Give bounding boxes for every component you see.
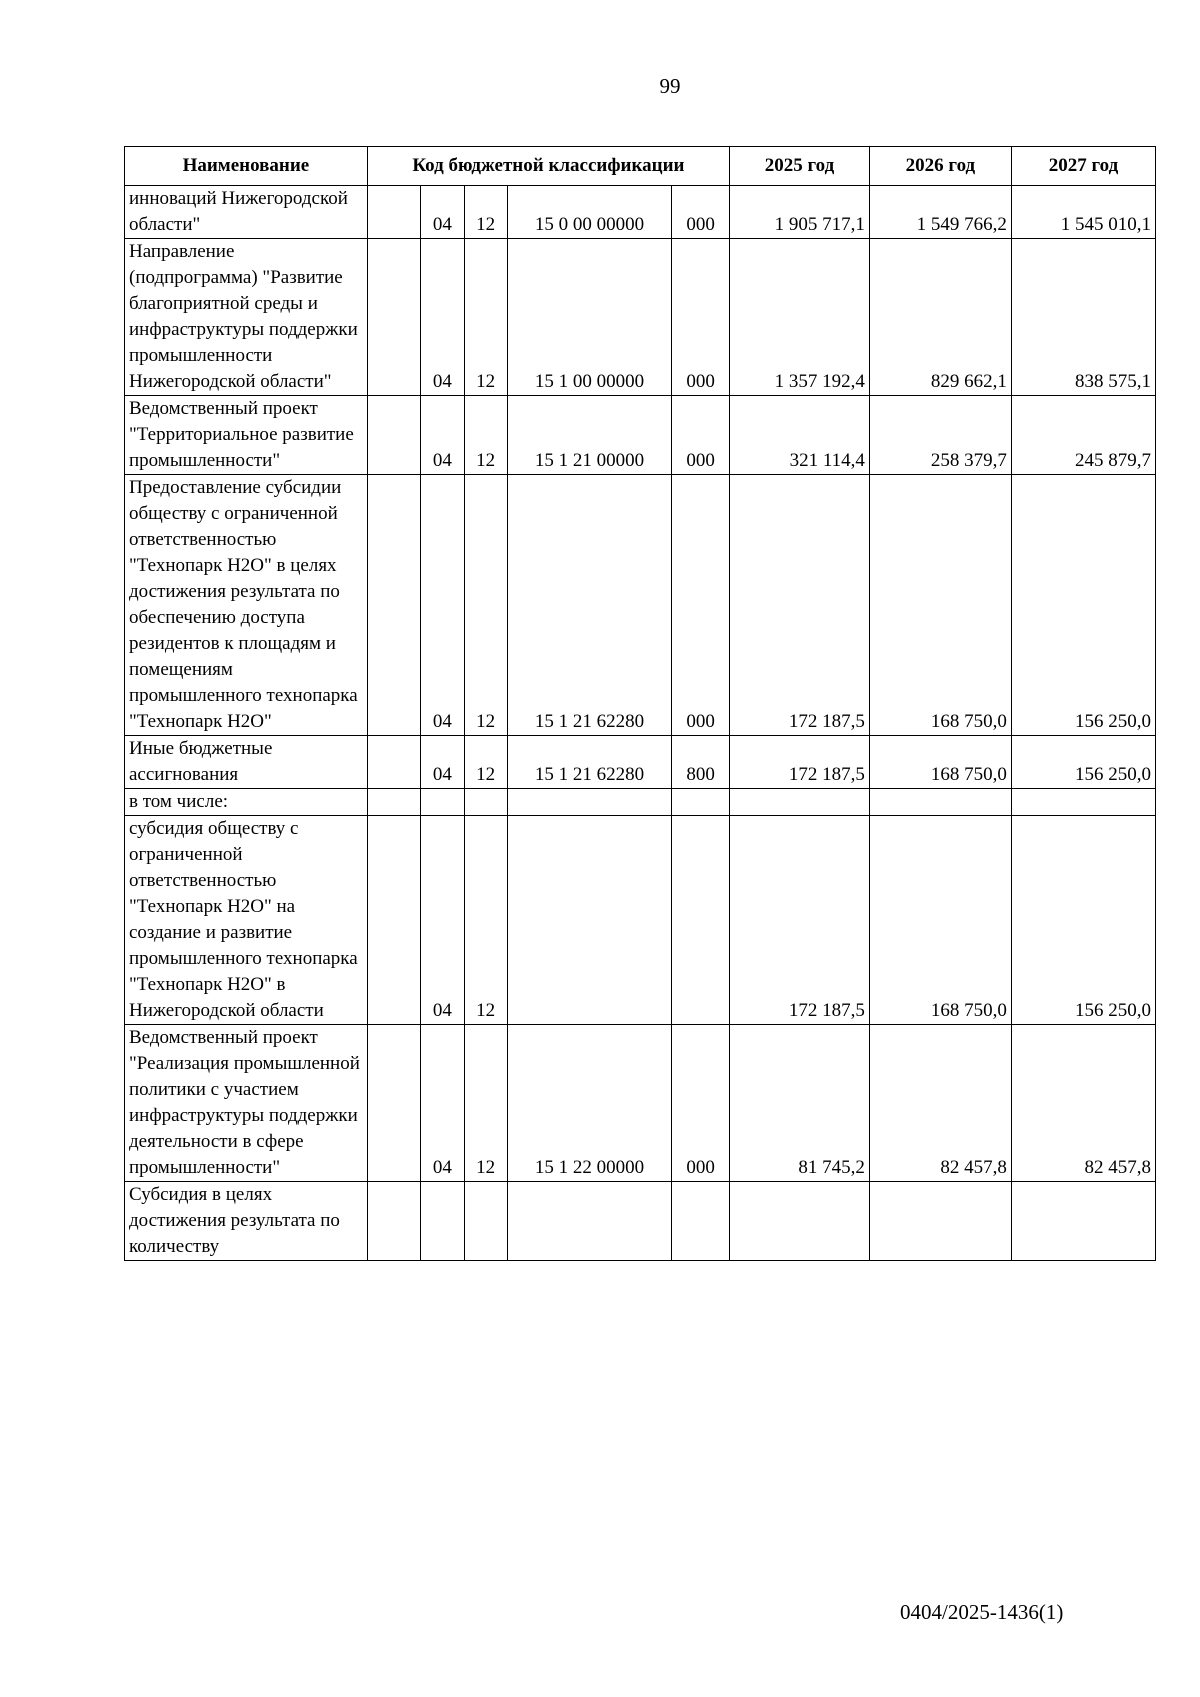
header-2026: 2026 год bbox=[869, 147, 1011, 186]
row-value-2025: 321 114,4 bbox=[730, 396, 870, 475]
row-target-code bbox=[507, 789, 672, 816]
row-expense-type-code: 000 bbox=[672, 1025, 730, 1182]
row-subsection-code: 12 bbox=[464, 396, 507, 475]
row-value-2025: 1 905 717,1 bbox=[730, 186, 870, 239]
row-section-code: 04 bbox=[421, 816, 464, 1025]
row-section-code: 04 bbox=[421, 396, 464, 475]
row-subsection-code bbox=[464, 1182, 507, 1261]
row-value-2027: 1 545 010,1 bbox=[1011, 186, 1155, 239]
row-expense-type-code bbox=[672, 1182, 730, 1261]
table-row bbox=[125, 1025, 1156, 1182]
row-expense-type-code: 800 bbox=[672, 736, 730, 789]
row-target-code bbox=[507, 1182, 672, 1261]
page-number: 99 bbox=[659, 74, 681, 98]
table-row bbox=[125, 186, 1156, 239]
row-subsection-code: 12 bbox=[464, 816, 507, 1025]
row-target-code: 15 1 00 00000 bbox=[507, 239, 672, 396]
row-expense-type-code bbox=[672, 816, 730, 1025]
table-row bbox=[125, 789, 1156, 816]
table-row bbox=[125, 475, 1156, 736]
row-value-2025: 172 187,5 bbox=[730, 816, 870, 1025]
row-section-code: 04 bbox=[421, 1025, 464, 1182]
row-value-2027: 82 457,8 bbox=[1011, 1025, 1155, 1182]
row-name: в том числе: bbox=[125, 789, 368, 816]
row-name: Ведомственный проект "Реализация промышленной политики с участием инфраструктуры поддержки деятельности в сфере промышленности" bbox=[125, 1025, 368, 1182]
row-section-code: 04 bbox=[421, 736, 464, 789]
row-expense-type-code: 000 bbox=[672, 186, 730, 239]
row-value-2026 bbox=[869, 789, 1011, 816]
row-subsection-code: 12 bbox=[464, 475, 507, 736]
row-section-code: 04 bbox=[421, 186, 464, 239]
row-value-2026: 168 750,0 bbox=[869, 475, 1011, 736]
table-row bbox=[125, 396, 1156, 475]
header-2025: 2025 год bbox=[730, 147, 870, 186]
row-value-2027: 156 250,0 bbox=[1011, 816, 1155, 1025]
document-number: 0404/2025-1436(1) bbox=[900, 1600, 1064, 1624]
row-expense-type-code bbox=[672, 789, 730, 816]
row-section-code: 04 bbox=[421, 475, 464, 736]
row-value-2025 bbox=[730, 789, 870, 816]
row-target-code: 15 1 21 62280 bbox=[507, 475, 672, 736]
row-value-2025: 1 357 192,4 bbox=[730, 239, 870, 396]
row-value-2027: 156 250,0 bbox=[1011, 736, 1155, 789]
row-target-code bbox=[507, 816, 672, 1025]
row-expense-type-code: 000 bbox=[672, 239, 730, 396]
row-value-2026: 168 750,0 bbox=[869, 736, 1011, 789]
row-value-2027: 838 575,1 bbox=[1011, 239, 1155, 396]
row-name: Иные бюджетные ассигнования bbox=[125, 736, 368, 789]
row-subsection-code: 12 bbox=[464, 186, 507, 239]
budget-table bbox=[124, 146, 1156, 1261]
table-row bbox=[125, 736, 1156, 789]
row-subsection-code: 12 bbox=[464, 736, 507, 789]
row-value-2026: 1 549 766,2 bbox=[869, 186, 1011, 239]
header-name: Наименование bbox=[125, 147, 368, 186]
table-row bbox=[125, 239, 1156, 396]
row-expense-type-code: 000 bbox=[672, 396, 730, 475]
row-name: инноваций Нижегородской области" bbox=[125, 186, 368, 239]
row-name: Предоставление субсидии обществу с ограниченной ответственностью "Технопарк Н2О" в целях достижения результата по обеспечению доступа резидентов к площадям и помещениям промышленного технопарка "Технопарк Н2О" bbox=[125, 475, 368, 736]
row-code-blank bbox=[367, 396, 421, 475]
row-subsection-code bbox=[464, 789, 507, 816]
row-target-code: 15 1 21 00000 bbox=[507, 396, 672, 475]
row-value-2025 bbox=[730, 1182, 870, 1261]
row-section-code bbox=[421, 789, 464, 816]
row-section-code bbox=[421, 1182, 464, 1261]
row-target-code: 15 1 21 62280 bbox=[507, 736, 672, 789]
row-target-code: 15 1 22 00000 bbox=[507, 1025, 672, 1182]
row-name: Ведомственный проект "Территориальное развитие промышленности" bbox=[125, 396, 368, 475]
row-value-2026: 258 379,7 bbox=[869, 396, 1011, 475]
row-code-blank bbox=[367, 789, 421, 816]
row-value-2025: 172 187,5 bbox=[730, 475, 870, 736]
row-value-2026: 82 457,8 bbox=[869, 1025, 1011, 1182]
row-code-blank bbox=[367, 1025, 421, 1182]
row-code-blank bbox=[367, 1182, 421, 1261]
row-name: Субсидия в целях достижения результата по количеству bbox=[125, 1182, 368, 1261]
row-name: Направление (подпрограмма) "Развитие благоприятной среды и инфраструктуры поддержки промышленности Нижегородской области" bbox=[125, 239, 368, 396]
row-name: субсидия обществу с ограниченной ответственностью "Технопарк Н2О" на создание и развитие промышленного технопарка "Технопарк Н2О" в Нижегородской области bbox=[125, 816, 368, 1025]
table-row bbox=[125, 1182, 1156, 1261]
row-code-blank bbox=[367, 475, 421, 736]
row-value-2025: 81 745,2 bbox=[730, 1025, 870, 1182]
row-code-blank bbox=[367, 736, 421, 789]
row-value-2026 bbox=[869, 1182, 1011, 1261]
row-value-2027 bbox=[1011, 1182, 1155, 1261]
row-value-2026: 168 750,0 bbox=[869, 816, 1011, 1025]
row-code-blank bbox=[367, 239, 421, 396]
row-section-code: 04 bbox=[421, 239, 464, 396]
table-row bbox=[125, 816, 1156, 1025]
row-value-2026: 829 662,1 bbox=[869, 239, 1011, 396]
row-subsection-code: 12 bbox=[464, 239, 507, 396]
row-value-2027: 156 250,0 bbox=[1011, 475, 1155, 736]
header-2027: 2027 год bbox=[1011, 147, 1155, 186]
row-value-2027 bbox=[1011, 789, 1155, 816]
row-value-2027: 245 879,7 bbox=[1011, 396, 1155, 475]
row-code-blank bbox=[367, 186, 421, 239]
header-code: Код бюджетной классификации bbox=[367, 147, 729, 186]
row-subsection-code: 12 bbox=[464, 1025, 507, 1182]
row-target-code: 15 0 00 00000 bbox=[507, 186, 672, 239]
table-header-row bbox=[125, 147, 1156, 186]
row-expense-type-code: 000 bbox=[672, 475, 730, 736]
row-value-2025: 172 187,5 bbox=[730, 736, 870, 789]
row-code-blank bbox=[367, 816, 421, 1025]
